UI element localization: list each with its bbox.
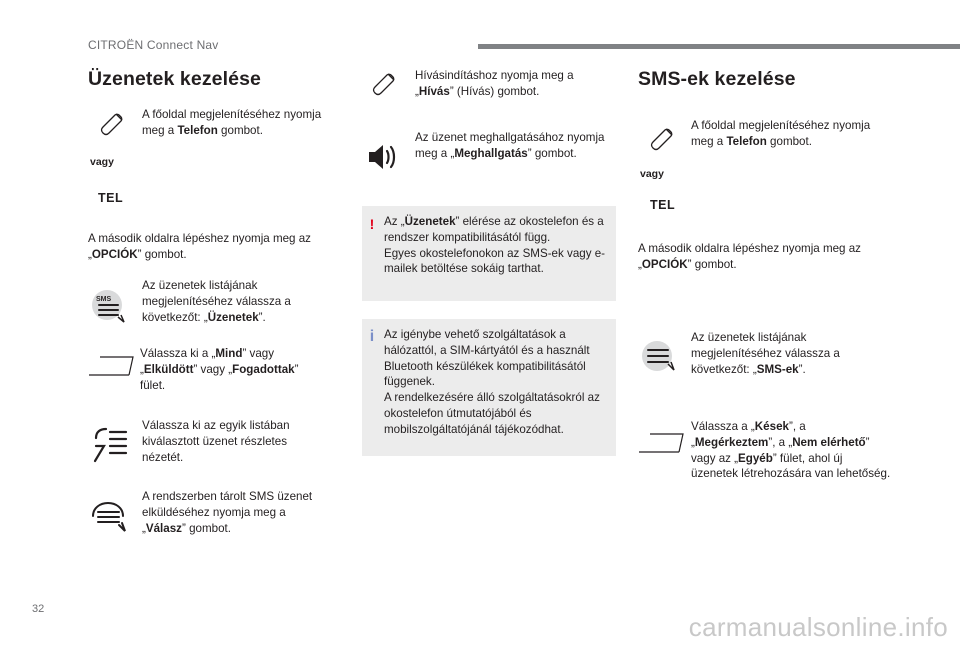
document-header-title: CITROËN Connect Nav [88, 38, 219, 52]
section-heading-messages: Üzenetek kezelése [88, 68, 261, 90]
step-open-phone: A főoldal megjelenítéséhez nyomja meg a Telefon gombot. [142, 108, 322, 137]
sms-list-icon [88, 287, 130, 325]
header-bar [478, 44, 960, 49]
step-call: Hívásindításhoz nyomja meg a „Hívás” (Hívás) gombot. [415, 69, 574, 98]
page-number: 32 [32, 603, 45, 615]
step-choose-sms-tab: Válassza a „Kések”, a „Megérkeztem”, a „Nem elérhető” vagy az „Egyéb” fület, ahol új üzenetek létrehozására van lehetőség. [691, 420, 891, 481]
tel-button-label: TEL [98, 191, 124, 205]
or-label: vagy [90, 156, 114, 168]
tab-selector-icon-right [638, 432, 684, 456]
step-detail-view: Válassza ki az egyik listában kiválasztott üzenet részletes nézetét. [142, 419, 290, 464]
info-box [362, 319, 616, 456]
phone-handset-icon [98, 112, 124, 138]
step-options-right: A második oldalra lépéshez nyomja meg az „OPCIÓK” gombot. [638, 242, 861, 271]
tab-selector-icon [88, 355, 134, 379]
step-listen: Az üzenet meghallgatásához nyomja meg a „Meghallgatás” gombot. [415, 131, 605, 160]
info-icon: i [369, 328, 375, 345]
warning-text: Az „Üzenetek” elérése az okostelefon és a rendszer kompatibilitásától függ. Egyes okostelefonokon az SMS-ek vagy e-mailek betöltése sokáig tarthat. [384, 215, 606, 276]
step-reply: A rendszerben tárolt SMS üzenet elküldéséhez nyomja meg a „Válasz” gombot. [142, 490, 313, 535]
step-options: A második oldalra lépéshez nyomja meg az „OPCIÓK” gombot. [88, 232, 311, 261]
warning-icon: ! [369, 216, 375, 232]
section-heading-sms: SMS-ek kezelése [638, 68, 796, 90]
step-open-messages: Az üzenetek listájának megjelenítéséhez válassza a következőt: „Üzenetek”. [142, 279, 291, 324]
phone-handset-icon-right [648, 127, 674, 153]
warning-box [362, 206, 616, 301]
sms-list-icon-right [638, 338, 680, 376]
step-open-sms: Az üzenetek listájának megjelenítéséhez válassza a következőt: „SMS-ek”. [691, 331, 840, 376]
reply-message-icon [88, 500, 130, 536]
or-label-right: vagy [640, 168, 664, 180]
sms-badge-text: SMS [96, 296, 112, 303]
call-handset-icon [370, 72, 396, 98]
info-text: Az igénybe vehető szolgáltatások a hálózattól, a SIM-kártyától és a használt Bluetooth készülékek kompatibilitásától függenek. A rendelkezésére álló szolgáltatásokról az okostelefon útmutatójából és mobilszolgáltatójánál tájékozódhat. [384, 328, 600, 436]
watermark: carmanualsonline.info [688, 612, 948, 642]
tel-button-label-right: TEL [650, 198, 676, 212]
step-open-phone-right: A főoldal megjelenítéséhez nyomja meg a Telefon gombot. [691, 119, 871, 148]
speaker-icon [366, 140, 400, 174]
step-choose-tab: Válassza ki a „Mind” vagy „Elküldött” vagy „Fogadottak” fület. [140, 347, 299, 392]
message-detail-icon [90, 424, 130, 464]
